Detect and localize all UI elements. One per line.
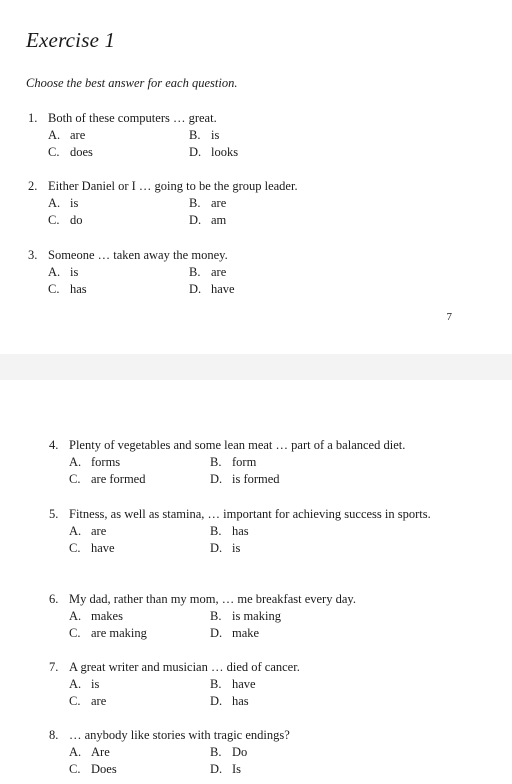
- answer-option-a: [69, 523, 210, 540]
- answer-option-b: [210, 523, 351, 540]
- page-gap: [0, 354, 512, 380]
- option-text: forms: [91, 455, 121, 469]
- option-letter: D.: [189, 145, 202, 159]
- option-text: do: [70, 213, 83, 227]
- question-4: [49, 437, 459, 488]
- answer-option-b: [189, 127, 330, 144]
- answer-option-d: [189, 144, 330, 161]
- question-text: Both of these computers … great.: [48, 111, 217, 125]
- option-text: are formed: [91, 472, 146, 486]
- option-letter: A.: [69, 745, 82, 759]
- question-number: 5.: [49, 507, 59, 521]
- question-text: Either Daniel or I … going to be the group leader.: [48, 179, 298, 193]
- answer-option-d: [210, 540, 351, 557]
- option-letter: D.: [210, 694, 223, 708]
- option-text: form: [232, 455, 257, 469]
- option-letter: D.: [210, 626, 223, 640]
- answer-option-c: [69, 540, 210, 557]
- option-text: have: [91, 541, 115, 555]
- question-number: 1.: [28, 111, 38, 125]
- option-letter: B.: [189, 196, 201, 210]
- question-7: [49, 659, 459, 710]
- option-letter: B.: [210, 677, 222, 691]
- option-letter: A.: [48, 128, 61, 142]
- page-number: 7: [446, 311, 452, 323]
- instruction-text: Choose the best answer for each question.: [26, 76, 238, 90]
- option-text: is: [232, 541, 241, 555]
- option-letter: A.: [69, 677, 82, 691]
- option-text: is formed: [232, 472, 280, 486]
- option-text: are: [211, 265, 227, 279]
- option-text: is: [70, 196, 79, 210]
- option-letter: D.: [189, 213, 202, 227]
- question-number: 2.: [28, 179, 38, 193]
- option-letter: B.: [189, 265, 201, 279]
- option-letter: C.: [48, 282, 60, 296]
- option-letter: D.: [210, 762, 223, 776]
- answer-option-a: [69, 454, 210, 471]
- answer-option-c: [48, 212, 189, 229]
- answer-option-b: [210, 744, 351, 761]
- question-6: [49, 591, 459, 642]
- question-number: 3.: [28, 248, 38, 262]
- question-text: Someone … taken away the money.: [48, 248, 228, 262]
- question-number: 6.: [49, 592, 59, 606]
- option-letter: A.: [69, 524, 82, 538]
- option-text: is making: [232, 609, 281, 623]
- answer-option-d: [210, 471, 351, 488]
- question-number: 4.: [49, 438, 59, 452]
- option-letter: B.: [210, 745, 222, 759]
- option-letter: C.: [48, 213, 60, 227]
- question-text: Plenty of vegetables and some lean meat … part of a balanced diet.: [69, 438, 406, 452]
- option-letter: D.: [210, 472, 223, 486]
- option-text: make: [232, 626, 260, 640]
- option-letter: D.: [210, 541, 223, 555]
- answer-option-d: [210, 625, 351, 642]
- option-letter: B.: [210, 524, 222, 538]
- option-text: Do: [232, 745, 248, 759]
- option-letter: C.: [69, 626, 81, 640]
- answer-option-b: [210, 608, 351, 625]
- question-text: My dad, rather than my mom, … me breakfast every day.: [69, 592, 356, 606]
- option-text: am: [211, 213, 227, 227]
- answer-option-c: [69, 471, 210, 488]
- answer-option-d: [210, 761, 351, 778]
- option-letter: A.: [48, 196, 61, 210]
- page-2: [0, 380, 512, 784]
- question-number: 8.: [49, 728, 59, 742]
- option-text: are: [91, 524, 107, 538]
- option-text: makes: [91, 609, 123, 623]
- option-letter: C.: [48, 145, 60, 159]
- option-letter: B.: [210, 455, 222, 469]
- option-text: looks: [211, 145, 239, 159]
- option-text: has: [232, 694, 249, 708]
- option-text: does: [70, 145, 93, 159]
- answer-option-a: [48, 195, 189, 212]
- option-text: are: [211, 196, 227, 210]
- answer-option-a: [69, 608, 210, 625]
- answer-option-d: [189, 281, 330, 298]
- option-letter: C.: [69, 762, 81, 776]
- option-letter: D.: [189, 282, 202, 296]
- option-text: Are: [91, 745, 110, 759]
- answer-option-a: [48, 127, 189, 144]
- option-text: is: [91, 677, 100, 691]
- question-text: Fitness, as well as stamina, … important for achieving success in sports.: [69, 507, 431, 521]
- answer-option-b: [189, 195, 330, 212]
- question-number: 7.: [49, 660, 59, 674]
- question-5: [49, 506, 459, 557]
- answer-option-a: [69, 676, 210, 693]
- option-letter: A.: [69, 455, 82, 469]
- answer-option-d: [189, 212, 330, 229]
- answer-option-b: [189, 264, 330, 281]
- option-text: is: [70, 265, 79, 279]
- question-2: [28, 178, 468, 229]
- option-text: are: [91, 694, 107, 708]
- option-text: are making: [91, 626, 147, 640]
- page-1: [0, 0, 512, 354]
- option-text: are: [70, 128, 86, 142]
- question-text: … anybody like stories with tragic endings?: [69, 728, 290, 742]
- option-letter: C.: [69, 472, 81, 486]
- question-3: [28, 247, 468, 298]
- question-8: [49, 727, 459, 778]
- answer-option-a: [69, 744, 210, 761]
- option-letter: C.: [69, 541, 81, 555]
- option-letter: A.: [69, 609, 82, 623]
- option-text: is: [211, 128, 220, 142]
- answer-option-c: [48, 144, 189, 161]
- option-text: have: [232, 677, 256, 691]
- question-1: [28, 110, 468, 161]
- answer-option-d: [210, 693, 351, 710]
- option-letter: B.: [189, 128, 201, 142]
- option-text: has: [70, 282, 87, 296]
- exercise-title: Exercise 1: [26, 28, 116, 52]
- answer-option-c: [48, 281, 189, 298]
- question-text: A great writer and musician … died of cancer.: [69, 660, 300, 674]
- answer-option-a: [48, 264, 189, 281]
- answer-option-c: [69, 625, 210, 642]
- option-letter: B.: [210, 609, 222, 623]
- option-text: have: [211, 282, 235, 296]
- option-text: Is: [232, 762, 242, 776]
- answer-option-c: [69, 761, 210, 778]
- option-text: Does: [91, 762, 117, 776]
- option-text: has: [232, 524, 249, 538]
- answer-option-c: [69, 693, 210, 710]
- answer-option-b: [210, 676, 351, 693]
- option-letter: C.: [69, 694, 81, 708]
- option-letter: A.: [48, 265, 61, 279]
- answer-option-b: [210, 454, 351, 471]
